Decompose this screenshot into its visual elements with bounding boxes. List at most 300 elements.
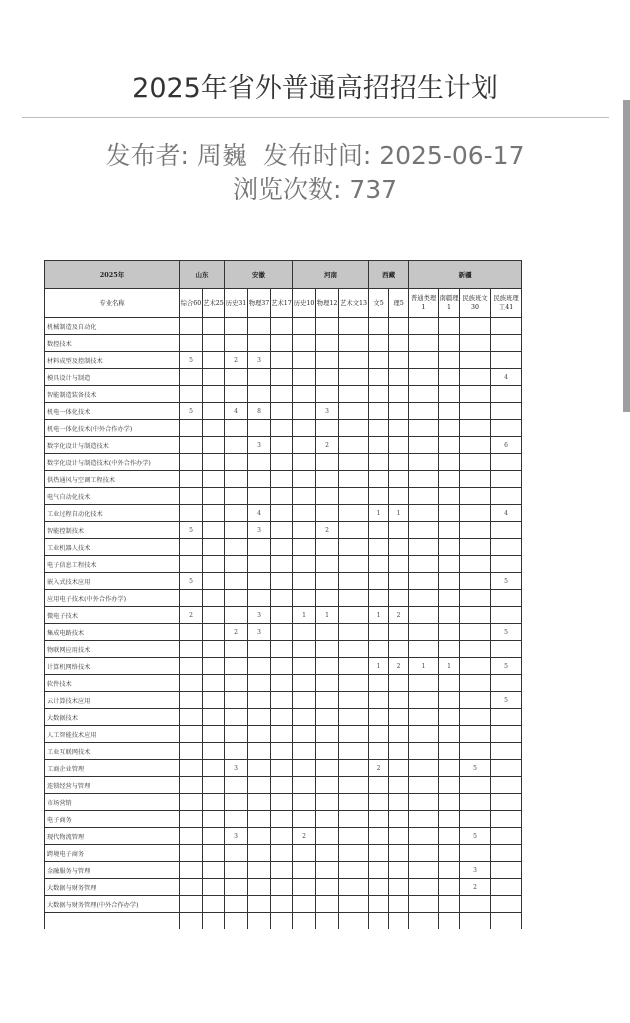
quota-cell (491, 828, 522, 845)
quota-cell (225, 318, 248, 335)
quota-cell (409, 420, 439, 437)
quota-cell (248, 335, 271, 352)
quota-cell (389, 624, 409, 641)
quota-cell (460, 624, 491, 641)
quota-cell (409, 862, 439, 879)
quota-cell (409, 471, 439, 488)
quota-cell (203, 692, 225, 709)
quota-cell (271, 811, 293, 828)
quota-cell (439, 352, 460, 369)
views-label: 浏览次数: (232, 175, 342, 204)
quota-cell (180, 488, 203, 505)
publish-time-label: 发布时间: (262, 141, 372, 170)
quota-cell (439, 590, 460, 607)
quota-cell: 1 (369, 607, 389, 624)
major-name-cell: 嵌入式技术应用 (45, 573, 180, 590)
quota-cell (460, 505, 491, 522)
quota-cell (339, 760, 369, 777)
table-row (45, 352, 522, 369)
quota-cell (203, 454, 225, 471)
quota-cell (248, 845, 271, 862)
quota-cell (389, 862, 409, 879)
quota-cell (293, 913, 316, 930)
quota-cell (409, 573, 439, 590)
quota-cell (369, 845, 389, 862)
quota-cell (491, 641, 522, 658)
quota-cell (316, 896, 339, 913)
quota-cell (180, 896, 203, 913)
quota-cell (389, 845, 409, 862)
quota-cell (180, 811, 203, 828)
quota-cell (316, 828, 339, 845)
quota-cell (389, 318, 409, 335)
quota-cell (389, 913, 409, 930)
quota-cell (460, 675, 491, 692)
quota-cell (439, 488, 460, 505)
major-name-cell: 材料成型及控制技术 (45, 352, 180, 369)
major-name-cell: 供热通风与空调工程技术 (45, 471, 180, 488)
quota-cell (316, 811, 339, 828)
quota-cell (409, 828, 439, 845)
quota-cell (369, 335, 389, 352)
quota-column-header: 物理37 (248, 289, 271, 318)
quota-cell: 3 (225, 760, 248, 777)
quota-cell (369, 828, 389, 845)
table-row (45, 726, 522, 743)
quota-cell (369, 811, 389, 828)
quota-cell (271, 369, 293, 386)
quota-cell (339, 403, 369, 420)
quota-cell (271, 488, 293, 505)
quota-cell: 5 (180, 573, 203, 590)
quota-cell (203, 437, 225, 454)
table-row (45, 760, 522, 777)
quota-cell (339, 811, 369, 828)
major-name-cell: 工商企业管理 (45, 760, 180, 777)
province-header: 西藏 (369, 261, 409, 289)
quota-cell (369, 862, 389, 879)
quota-cell (491, 845, 522, 862)
quota-cell (225, 726, 248, 743)
quota-cell (293, 726, 316, 743)
quota-cell (460, 607, 491, 624)
quota-cell (225, 862, 248, 879)
major-name-cell (45, 913, 180, 930)
quota-cell (225, 811, 248, 828)
quota-cell (339, 488, 369, 505)
quota-cell (316, 573, 339, 590)
quota-cell (180, 828, 203, 845)
quota-cell (316, 743, 339, 760)
quota-cell (225, 420, 248, 437)
quota-column-header: 普通类理1 (409, 289, 439, 318)
quota-cell: 6 (491, 437, 522, 454)
quota-cell (225, 658, 248, 675)
major-name-cell: 微电子技术 (45, 607, 180, 624)
quota-cell (389, 539, 409, 556)
quota-cell (225, 675, 248, 692)
quota-cell: 3 (225, 828, 248, 845)
quota-cell (248, 692, 271, 709)
quota-cell (316, 505, 339, 522)
quota-cell (248, 828, 271, 845)
quota-cell (339, 386, 369, 403)
table-row (45, 471, 522, 488)
quota-cell (409, 522, 439, 539)
quota-cell (460, 590, 491, 607)
major-name-cell: 机电一体化技术(中外合作办学) (45, 420, 180, 437)
quota-cell (389, 709, 409, 726)
quota-cell (409, 879, 439, 896)
quota-cell (491, 454, 522, 471)
quota-cell (369, 624, 389, 641)
quota-cell (389, 573, 409, 590)
province-header: 河南 (293, 261, 369, 289)
quota-cell (316, 624, 339, 641)
quota-cell (369, 913, 389, 930)
quota-cell (339, 879, 369, 896)
quota-cell (460, 386, 491, 403)
quota-cell: 1 (369, 505, 389, 522)
table-row (45, 403, 522, 420)
quota-cell (409, 692, 439, 709)
quota-cell: 3 (460, 862, 491, 879)
quota-cell (339, 743, 369, 760)
quota-cell: 5 (460, 828, 491, 845)
quota-cell (203, 794, 225, 811)
quota-cell (409, 777, 439, 794)
table-row (45, 743, 522, 760)
quota-column-header: 民族班理工41 (491, 289, 522, 318)
major-name-cell: 机械制造及自动化 (45, 318, 180, 335)
title-divider (22, 117, 609, 118)
quota-cell (339, 454, 369, 471)
quota-cell (339, 539, 369, 556)
quota-cell (271, 471, 293, 488)
quota-cell (460, 658, 491, 675)
quota-cell (409, 743, 439, 760)
quota-cell (439, 896, 460, 913)
quota-cell (271, 760, 293, 777)
quota-cell (339, 641, 369, 658)
quota-cell (409, 675, 439, 692)
table-row (45, 777, 522, 794)
quota-cell (203, 658, 225, 675)
quota-cell (409, 641, 439, 658)
quota-cell (203, 777, 225, 794)
quota-cell (409, 556, 439, 573)
quota-cell (439, 505, 460, 522)
quota-cell (203, 641, 225, 658)
major-name-cell: 应用电子技术(中外合作办学) (45, 590, 180, 607)
quota-cell (439, 726, 460, 743)
major-name-cell: 大数据技术 (45, 709, 180, 726)
quota-column-header: 艺术25 (203, 289, 225, 318)
quota-cell (439, 641, 460, 658)
quota-cell (180, 794, 203, 811)
quota-cell (316, 658, 339, 675)
table-row (45, 539, 522, 556)
quota-cell (460, 471, 491, 488)
quota-cell (439, 709, 460, 726)
quota-cell (293, 658, 316, 675)
quota-cell: 5 (491, 692, 522, 709)
quota-cell (203, 556, 225, 573)
quota-cell (203, 879, 225, 896)
quota-cell (369, 709, 389, 726)
quota-cell (316, 556, 339, 573)
quota-cell (439, 335, 460, 352)
quota-cell (180, 641, 203, 658)
major-name-cell: 数控技术 (45, 335, 180, 352)
quota-cell (271, 675, 293, 692)
quota-cell (491, 335, 522, 352)
quota-cell (293, 675, 316, 692)
quota-cell (339, 658, 369, 675)
quota-cell (203, 573, 225, 590)
quota-cell: 5 (491, 624, 522, 641)
quota-cell (225, 386, 248, 403)
quota-cell: 1 (439, 658, 460, 675)
quota-cell (271, 607, 293, 624)
quota-cell (248, 369, 271, 386)
quota-cell (369, 641, 389, 658)
quota-cell (316, 913, 339, 930)
quota-cell (369, 522, 389, 539)
quota-cell (316, 862, 339, 879)
quota-cell (180, 556, 203, 573)
quota-cell (339, 913, 369, 930)
quota-cell (439, 454, 460, 471)
quota-cell (369, 454, 389, 471)
quota-cell (271, 913, 293, 930)
quota-cell (271, 556, 293, 573)
quota-cell (225, 913, 248, 930)
table-row (45, 420, 522, 437)
quota-cell (491, 811, 522, 828)
quota-cell (271, 590, 293, 607)
quota-cell (271, 318, 293, 335)
quota-cell (271, 505, 293, 522)
major-name-cell: 跨境电子商务 (45, 845, 180, 862)
quota-cell (439, 437, 460, 454)
quota-cell (389, 522, 409, 539)
page-scrollbar[interactable] (623, 100, 630, 412)
quota-cell (409, 845, 439, 862)
views-value: 737 (349, 175, 398, 204)
quota-column-header: 综合60 (180, 289, 203, 318)
major-name-cell: 大数据与财务管理 (45, 879, 180, 896)
quota-cell (439, 828, 460, 845)
quota-cell (439, 862, 460, 879)
table-row (45, 794, 522, 811)
quota-cell (339, 369, 369, 386)
quota-cell (389, 352, 409, 369)
table-row (45, 369, 522, 386)
quota-cell: 1 (389, 505, 409, 522)
quota-cell (409, 437, 439, 454)
quota-cell (203, 369, 225, 386)
quota-cell (339, 709, 369, 726)
quota-cell (248, 726, 271, 743)
quota-cell (203, 743, 225, 760)
quota-cell (248, 488, 271, 505)
major-name-cell: 大数据与财务管理(中外合作办学) (45, 896, 180, 913)
table-row (45, 811, 522, 828)
quota-cell (316, 454, 339, 471)
quota-cell (248, 658, 271, 675)
quota-cell (225, 794, 248, 811)
quota-cell (491, 726, 522, 743)
quota-cell (203, 811, 225, 828)
quota-cell: 3 (316, 403, 339, 420)
quota-cell (248, 318, 271, 335)
quota-cell (293, 335, 316, 352)
quota-cell (293, 471, 316, 488)
quota-cell (491, 488, 522, 505)
major-name-cell: 工业过程自动化技术 (45, 505, 180, 522)
quota-cell: 4 (491, 369, 522, 386)
quota-cell (180, 539, 203, 556)
quota-cell: 5 (180, 403, 203, 420)
quota-cell (248, 913, 271, 930)
quota-column-header: 理5 (389, 289, 409, 318)
quota-cell (203, 607, 225, 624)
quota-cell (225, 879, 248, 896)
quota-cell (203, 335, 225, 352)
quota-cell (293, 352, 316, 369)
quota-cell (491, 556, 522, 573)
quota-cell (339, 828, 369, 845)
quota-cell (271, 743, 293, 760)
quota-cell (491, 607, 522, 624)
quota-cell (271, 624, 293, 641)
table-row (45, 386, 522, 403)
quota-cell: 1 (409, 658, 439, 675)
quota-cell (271, 862, 293, 879)
quota-cell (293, 641, 316, 658)
quota-cell (316, 794, 339, 811)
quota-cell (339, 335, 369, 352)
quota-cell (225, 743, 248, 760)
quota-cell (409, 454, 439, 471)
quota-cell (460, 539, 491, 556)
quota-cell (271, 522, 293, 539)
quota-cell (491, 471, 522, 488)
quota-cell (316, 420, 339, 437)
quota-cell (293, 760, 316, 777)
table-row (45, 658, 522, 675)
quota-cell (293, 369, 316, 386)
quota-cell (460, 896, 491, 913)
quota-cell (369, 420, 389, 437)
major-name-cell: 软件技术 (45, 675, 180, 692)
quota-cell (203, 862, 225, 879)
quota-cell: 5 (491, 658, 522, 675)
quota-cell (293, 522, 316, 539)
quota-cell (409, 335, 439, 352)
quota-cell (271, 845, 293, 862)
quota-cell (439, 777, 460, 794)
quota-cell (369, 675, 389, 692)
quota-cell (180, 624, 203, 641)
quota-cell (271, 794, 293, 811)
quota-cell (316, 777, 339, 794)
quota-cell (271, 726, 293, 743)
major-name-cell: 连锁经营与管理 (45, 777, 180, 794)
quota-cell (248, 743, 271, 760)
quota-cell (225, 845, 248, 862)
quota-cell (491, 743, 522, 760)
quota-cell (369, 590, 389, 607)
quota-cell (180, 675, 203, 692)
quota-cell (203, 896, 225, 913)
quota-cell (369, 437, 389, 454)
quota-cell (180, 454, 203, 471)
quota-cell (271, 403, 293, 420)
quota-cell (225, 777, 248, 794)
quota-cell (409, 403, 439, 420)
major-name-cell: 智能制造装备技术 (45, 386, 180, 403)
quota-cell (293, 896, 316, 913)
quota-cell (460, 692, 491, 709)
quota-cell (248, 709, 271, 726)
quota-cell (409, 539, 439, 556)
quota-cell (293, 794, 316, 811)
quota-cell (389, 454, 409, 471)
quota-cell (460, 335, 491, 352)
quota-cell (203, 590, 225, 607)
quota-cell (248, 590, 271, 607)
major-name-cell: 现代物流管理 (45, 828, 180, 845)
quota-cell (460, 437, 491, 454)
quota-cell (389, 896, 409, 913)
quota-cell (439, 675, 460, 692)
quota-cell (271, 573, 293, 590)
quota-cell (339, 794, 369, 811)
quota-cell: 4 (225, 403, 248, 420)
quota-cell: 2 (369, 760, 389, 777)
quota-cell (491, 420, 522, 437)
quota-cell (248, 454, 271, 471)
quota-cell (293, 556, 316, 573)
quota-cell (180, 879, 203, 896)
quota-cell: 8 (248, 403, 271, 420)
quota-cell (439, 811, 460, 828)
quota-cell (491, 318, 522, 335)
quota-cell (203, 845, 225, 862)
quota-cell (248, 760, 271, 777)
quota-cell (316, 760, 339, 777)
province-header: 新疆 (409, 261, 522, 289)
quota-cell (339, 675, 369, 692)
quota-cell (460, 811, 491, 828)
quota-cell (203, 539, 225, 556)
quota-cell (491, 709, 522, 726)
quota-column-header: 历史10 (293, 289, 316, 318)
quota-cell (180, 420, 203, 437)
major-name-cell: 工业互联网技术 (45, 743, 180, 760)
quota-cell (271, 879, 293, 896)
quota-cell (389, 879, 409, 896)
quota-cell (389, 692, 409, 709)
quota-cell (293, 845, 316, 862)
quota-cell (491, 862, 522, 879)
table-row (45, 624, 522, 641)
table-row (45, 913, 522, 930)
quota-cell (439, 794, 460, 811)
quota-cell (225, 437, 248, 454)
